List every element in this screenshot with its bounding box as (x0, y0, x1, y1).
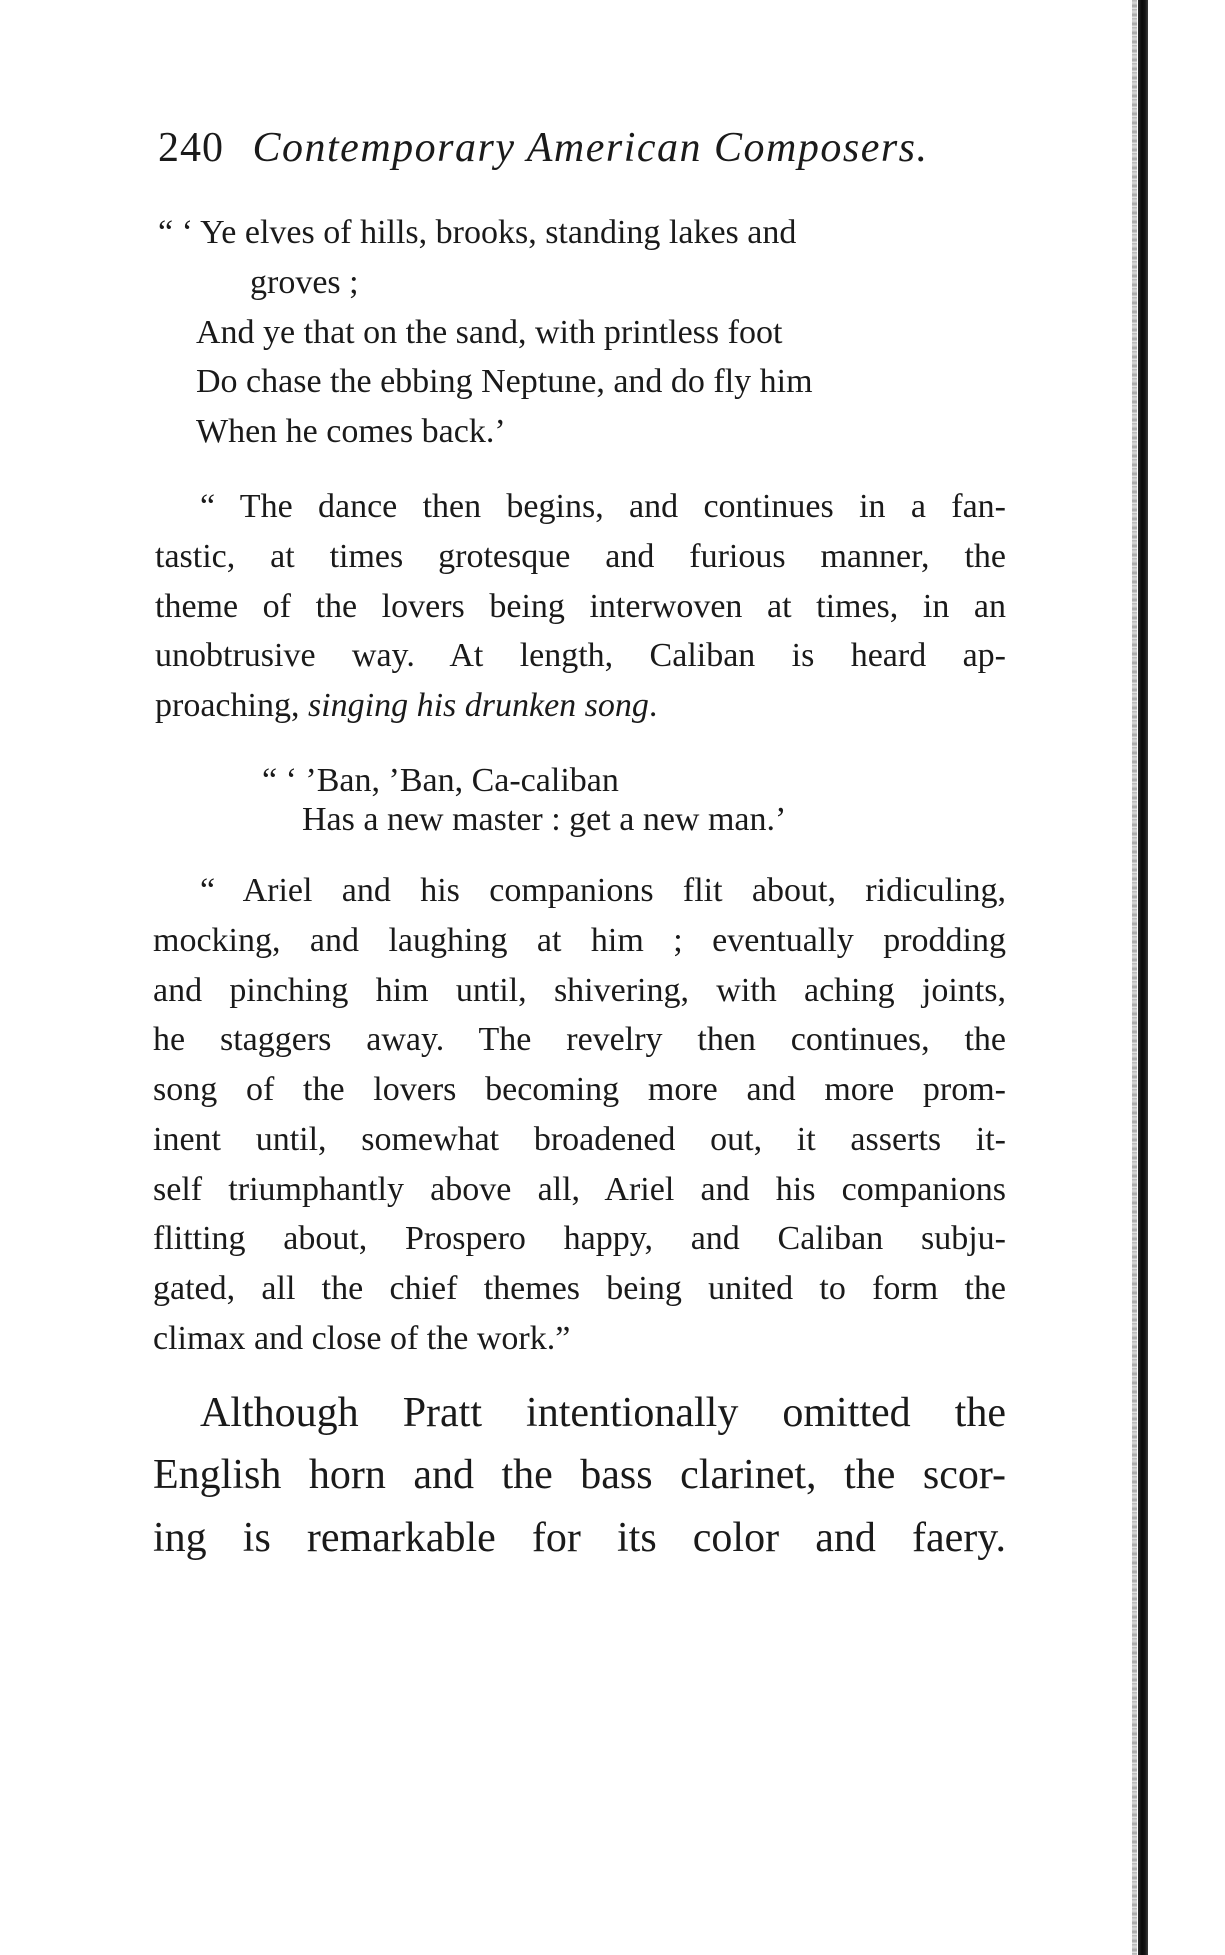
binding-edge-shadow (1132, 0, 1137, 1955)
para2-line: and pinching him until, shivering, with aching joints, (153, 972, 1006, 1009)
para2-line: mocking, and laughing at him ; eventually prodding (153, 922, 1006, 959)
quote1-line: And ye that on the sand, with printless foot (196, 314, 783, 351)
quote2-line: “ ‘ ’Ban, ’Ban, Ca-caliban (262, 762, 619, 799)
para1-line: proaching, singing his drunken song. (155, 687, 658, 724)
para2-line: he staggers away. The revelry then continues, the (153, 1021, 1006, 1058)
para2-line: flitting about, Prospero happy, and Caliban subju- (153, 1220, 1006, 1257)
para1-line: unobtrusive way. At length, Caliban is heard ap- (155, 637, 1006, 674)
quote1-line: “ ‘ Ye elves of hills, brooks, standing lakes and (158, 214, 797, 251)
para2-line: self triumphantly above all, Ariel and his companions (153, 1171, 1006, 1208)
para1-line: “ The dance then begins, and continues in a fan- (200, 488, 1006, 525)
page-number: 240 (158, 125, 224, 171)
running-title: Contemporary American Composers. (252, 125, 929, 171)
italic-phrase: singing his drunken song (307, 687, 649, 724)
para3-line: English horn and the bass clarinet, the scor- (153, 1452, 1006, 1498)
quote1-line: When he comes back.’ (196, 413, 506, 450)
quote1-line: Do chase the ebbing Neptune, and do fly him (196, 363, 813, 400)
quote1-line: groves ; (250, 264, 359, 301)
binding-edge (1138, 0, 1148, 1955)
para3-line: ing is remarkable for its color and faery. (153, 1515, 1006, 1561)
para2-line: song of the lovers becoming more and more prom- (153, 1071, 1006, 1108)
running-header (158, 122, 958, 174)
para2-line: inent until, somewhat broadened out, it asserts it- (153, 1121, 1006, 1158)
para3-line: Although Pratt intentionally omitted the (200, 1390, 1006, 1436)
quote2-line: Has a new master : get a new man.’ (302, 801, 787, 838)
para2-line: climax and close of the work.” (153, 1320, 571, 1357)
para1-line: theme of the lovers being interwoven at times, in an (155, 588, 1006, 625)
para2-line: gated, all the chief themes being united to form the (153, 1270, 1006, 1307)
para2-line: “ Ariel and his companions flit about, ridiculing, (200, 872, 1006, 909)
para1-line: tastic, at times grotesque and furious manner, the (155, 538, 1006, 575)
